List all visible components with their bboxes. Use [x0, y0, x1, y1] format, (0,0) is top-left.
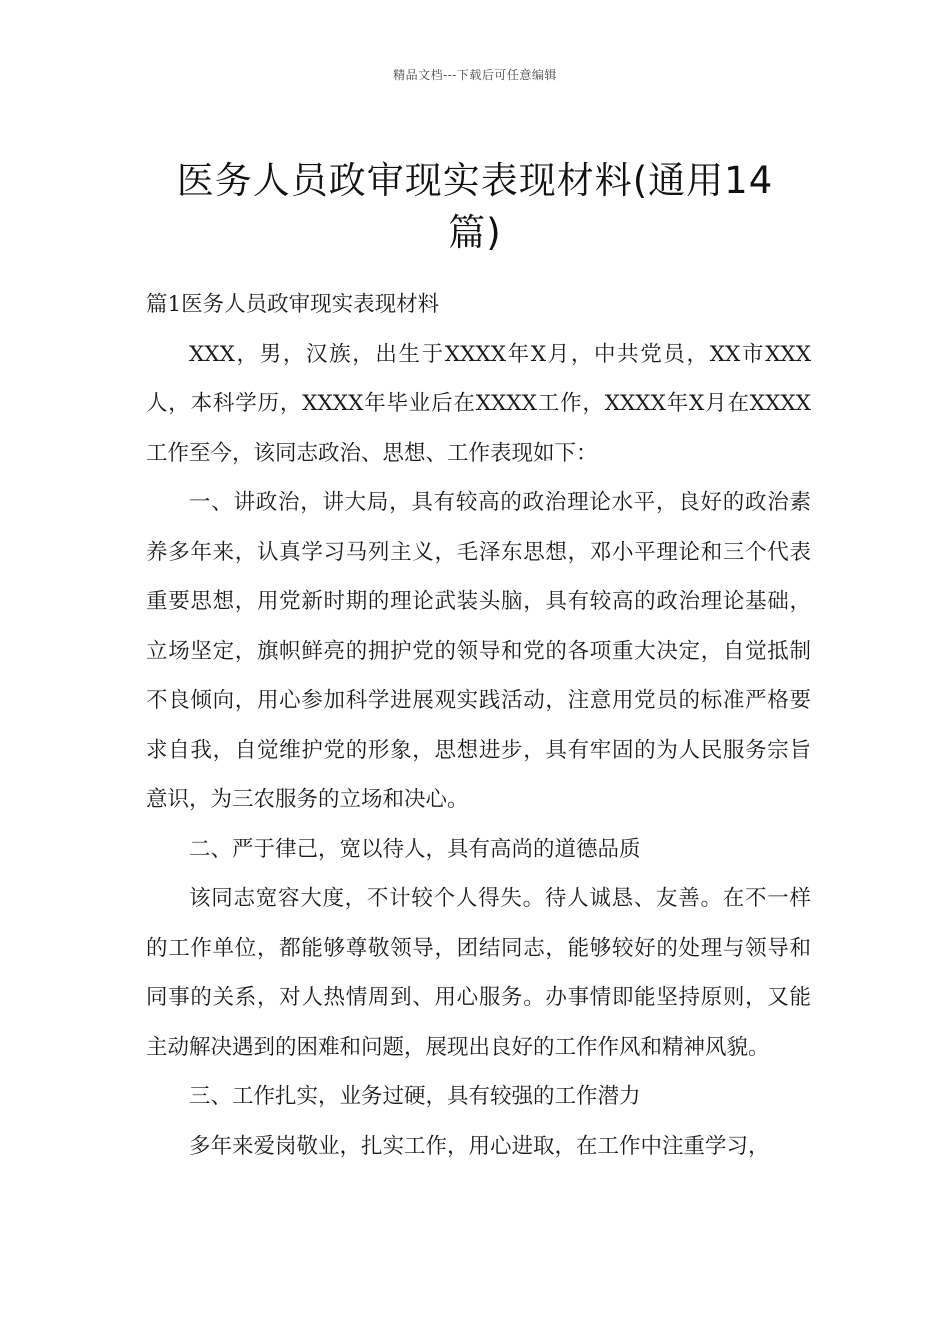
paragraph-point-2: 该同志宽容大度，不计较个人得失。待人诚恳、友善。在不一样的工作单位，都能够尊敬领导，团结同志，能够较好的处理与领导和同事的关系，对人热情周到、用心服务。办事情即能坚持原则，又能主动解决遇到的困难和问题，展现出良好的工作作风和精神风貌。 — [146, 886, 811, 1060]
paragraph-point-3: 多年来爱岗敬业，扎实工作，用心进取，在工作中注重学习， — [189, 1133, 770, 1159]
document-body — [146, 280, 811, 1171]
document-title-line-1: 医务人员政审现实表现材料(通用14 — [176, 158, 774, 202]
paragraph-intro: XXX，男，汉族，出生于XXXX年X月，中共党员，XX市XXX人，本科学历，XXXX年毕业后在XXXX工作，XXXX年X月在XXXX工作至今，该同志政治、思想、工作表现如下： — [146, 341, 811, 466]
section-heading: 篇1医务人员政审现实表现材料 — [146, 292, 440, 317]
document-title-line-2: 篇) — [448, 210, 502, 254]
paragraph-point-1: 一、讲政治，讲大局，具有较高的政治理论水平，良好的政治素养多年来，认真学习马列主义，毛泽东思想，邓小平理论和三个代表重要思想，用党新时期的理论武装头脑，具有较高的政治理论基础，立场坚定，旗帜鲜亮的拥护党的领导和党的各项重大决定，自觉抵制不良倾向，用心参加科学进展观实践活动，注意用党员的标准严格要求自我，自觉维护党的形象，思想进步，具有牢固的为人民服务宗旨意识，为三农服务的立场和决心。 — [146, 490, 811, 812]
document-title — [150, 155, 800, 259]
paragraph-heading-2: 二、严于律己，宽以待人，具有高尚的道德品质 — [189, 836, 641, 862]
header-note: 精品文档---下载后可任意编辑 — [393, 68, 557, 82]
paragraph-heading-3: 三、工作扎实，业务过硬，具有较强的工作潜力 — [189, 1084, 641, 1109]
